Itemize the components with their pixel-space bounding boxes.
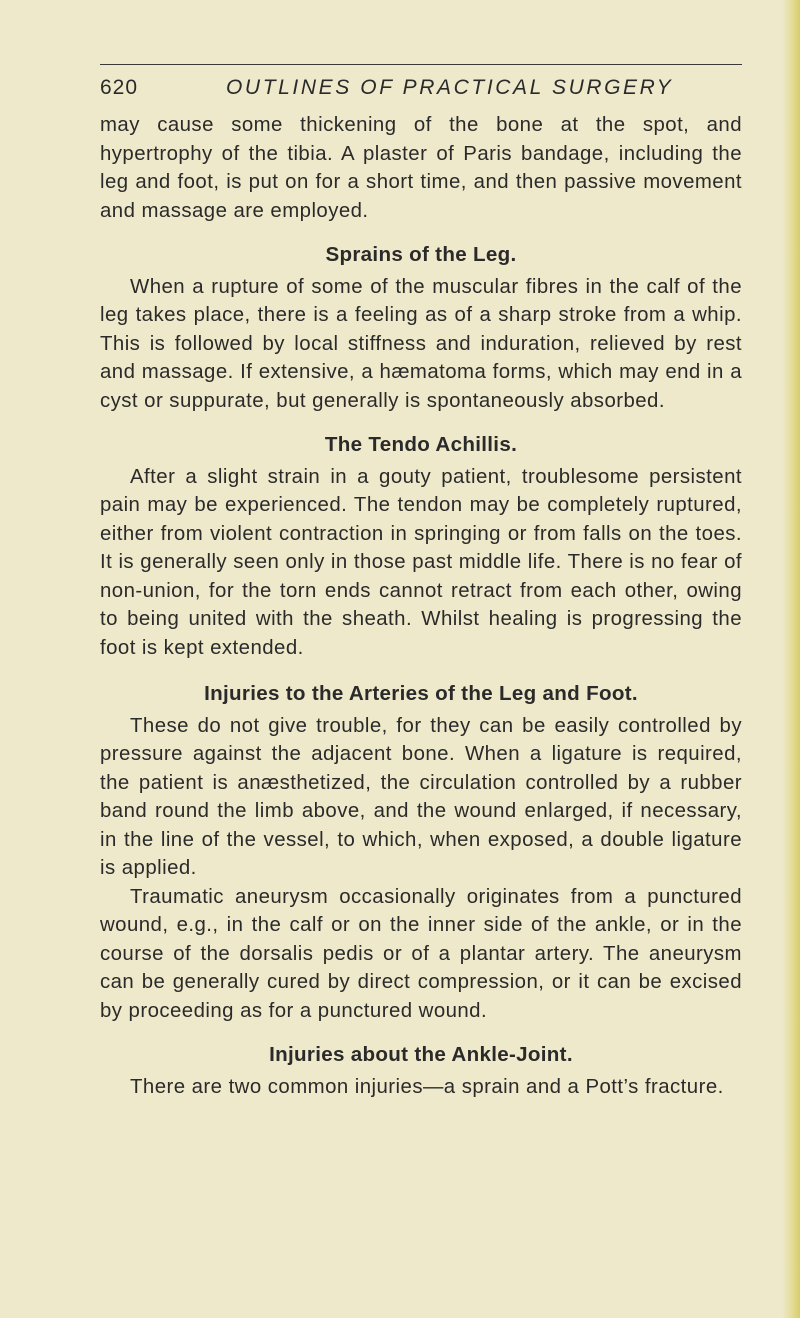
intro-paragraph: may cause some thickening of the bone at the spot, and hypertrophy of the tibia. A plaster of Paris bandage, including the leg and foot, is put on for a short time, and then passive movement and massage are employed. (100, 114, 742, 222)
section-heading-tendo-achillis: The Tendo Achillis. (324, 433, 518, 456)
running-header (100, 64, 742, 105)
paragraph-tendo-achillis: After a slight strain in a gouty patient, troublesome persistent pain may be experienced. The tendon may be completely ruptured, either from violent contraction in springing or from falls on the toes. It is generally seen only in those past middle life. There is no fear of non-union, for the torn ends cannot retract from each other, owing to being united with the sheath. Whilst healing is progressing the foot is kept extended. (100, 465, 742, 659)
book-page (100, 64, 742, 1101)
paragraph-sprains: When a rupture of some of the muscular fibres in the calf of the leg takes place, there is a feeling as of a sharp stroke from a whip. This is followed by local stiffness and induration, relieved by rest and massage. If extensive, a hæmatoma forms, which may end in a cyst or suppurate, but generally is spontaneously absorbed. (100, 275, 742, 412)
paragraph-traumatic-aneurysm: Traumatic aneurysm occasionally originates from a punctured wound, e.g., in the calf or on the inner side of the ankle, or in the course of the dorsalis pedis or of a plantar artery. The aneurysm can be generally cured by direct compression, or it can be excised by proceeding as for a punctured wound. (100, 885, 742, 1022)
page-edge-shading (782, 0, 800, 1318)
paragraph-arteries-ligature: These do not give trouble, for they can be easily controlled by pressure against the adjacent bone. When a ligature is required, the patient is anæsthetized, the circulation controlled by a rubber band round the limb above, and the wound enlarged, if necessary, in the line of the vessel, to which, when exposed, a double ligature is applied. (100, 714, 742, 879)
paragraph-ankle-joint: There are two common injuries—a sprain and a Pott’s fracture. (130, 1075, 724, 1098)
running-title: OUTLINES OF PRACTICAL SURGERY (226, 76, 674, 99)
section-heading-ankle-joint: Injuries about the Ankle-Joint. (269, 1043, 573, 1066)
section-heading-sprains: Sprains of the Leg. (325, 243, 517, 266)
section-heading-arteries: Injuries to the Arteries of the Leg and Foot. (204, 682, 638, 705)
page-number: 620 (100, 76, 139, 99)
